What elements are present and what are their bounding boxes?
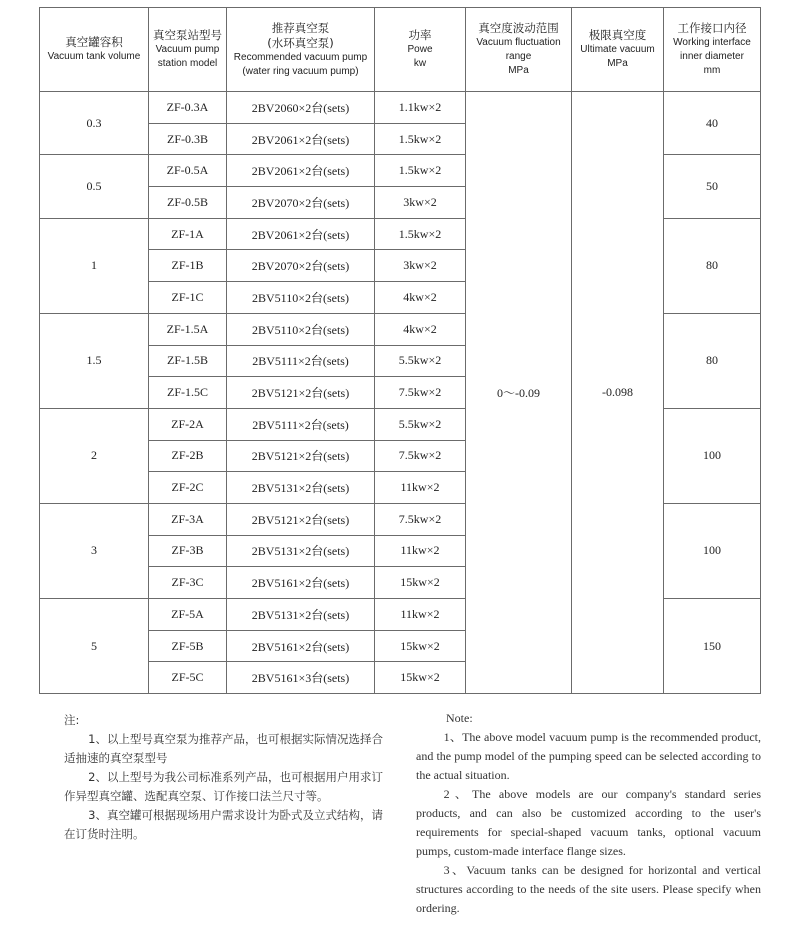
- volume-cell: 3: [40, 503, 149, 598]
- model-cell: ZF-3A: [149, 503, 227, 535]
- pump-cell: 2BV2070×2台(sets): [227, 250, 375, 282]
- vacuum-station-spec-table: [39, 7, 761, 694]
- power-cell: 7.5kw×2: [375, 440, 466, 472]
- power-cell: 1.5kw×2: [375, 155, 466, 187]
- pump-cell: 2BV5111×2台(sets): [227, 408, 375, 440]
- model-cell: ZF-0.3B: [149, 123, 227, 155]
- header-interface: 工作接口内径 Working interface inner diameter mm: [664, 8, 761, 92]
- header-volume: 真空罐容积 Vacuum tank volume: [40, 8, 149, 92]
- header-power: 功率 Powe kw: [375, 8, 466, 92]
- power-cell: 7.5kw×2: [375, 377, 466, 409]
- model-cell: ZF-3C: [149, 567, 227, 599]
- model-cell: ZF-2B: [149, 440, 227, 472]
- model-cell: ZF-1.5B: [149, 345, 227, 377]
- note-item: 2、The above models are our company's standard series products, and can also be customized according to the user's requirements for special-shaped vacuum tanks, optional vacuum pumps, custom-made interface flange sizes.: [416, 787, 761, 858]
- pump-cell: 2BV5161×2台(sets): [227, 630, 375, 662]
- ultimate-vacuum-cell: -0.098: [572, 92, 664, 694]
- model-cell: ZF-0.3A: [149, 92, 227, 124]
- power-cell: 5.5kw×2: [375, 345, 466, 377]
- pump-cell: 2BV5110×2台(sets): [227, 282, 375, 314]
- model-cell: ZF-5C: [149, 662, 227, 694]
- model-cell: ZF-5A: [149, 599, 227, 631]
- model-cell: ZF-0.5B: [149, 187, 227, 219]
- notes-english-title: Note:: [446, 711, 473, 725]
- pump-cell: 2BV5110×2台(sets): [227, 313, 375, 345]
- power-cell: 11kw×2: [375, 472, 466, 504]
- pump-cell: 2BV5111×2台(sets): [227, 345, 375, 377]
- power-cell: 7.5kw×2: [375, 503, 466, 535]
- pump-cell: 2BV5121×2台(sets): [227, 377, 375, 409]
- interface-cell: 100: [664, 408, 761, 503]
- interface-cell: 150: [664, 599, 761, 694]
- pump-cell: 2BV2070×2台(sets): [227, 187, 375, 219]
- notes-chinese-title: 注:: [64, 713, 80, 727]
- header-model: 真空泵站型号 Vacuum pump station model: [149, 8, 227, 92]
- power-cell: 3kw×2: [375, 250, 466, 282]
- model-cell: ZF-2C: [149, 472, 227, 504]
- note-item: 3、Vacuum tanks can be designed for horizontal and vertical structures according to the needs of the site users. Please specify when ordering.: [416, 863, 761, 915]
- header-pump: 推荐真空泵 (水环真空泵) Recommended vacuum pump (water ring vacuum pump): [227, 8, 375, 92]
- notes-chinese: [64, 711, 386, 844]
- note-item: 2、以上型号为我公司标准系列产品，也可根据用户用求订作异型真空罐、选配真空泵、订作接口法兰尺寸等。: [64, 770, 383, 803]
- fluctuation-range-cell: 0～-0.09: [466, 92, 572, 694]
- interface-cell: 100: [664, 503, 761, 598]
- model-cell: ZF-2A: [149, 408, 227, 440]
- pump-cell: 2BV5131×2台(sets): [227, 599, 375, 631]
- volume-cell: 1.5: [40, 313, 149, 408]
- model-cell: ZF-1A: [149, 218, 227, 250]
- notes-english: [416, 709, 761, 918]
- pump-cell: 2BV5161×3台(sets): [227, 662, 375, 694]
- pump-cell: 2BV5131×2台(sets): [227, 535, 375, 567]
- model-cell: ZF-1C: [149, 282, 227, 314]
- interface-cell: 80: [664, 218, 761, 313]
- power-cell: 5.5kw×2: [375, 408, 466, 440]
- power-cell: 11kw×2: [375, 535, 466, 567]
- pump-cell: 2BV2061×2台(sets): [227, 123, 375, 155]
- model-cell: ZF-1B: [149, 250, 227, 282]
- note-item: 1、以上型号真空泵为推荐产品，也可根据实际情况选择合适抽速的真空泵型号: [64, 732, 383, 765]
- power-cell: 1.1kw×2: [375, 92, 466, 124]
- pump-cell: 2BV5121×2台(sets): [227, 440, 375, 472]
- power-cell: 11kw×2: [375, 599, 466, 631]
- header-fluctuation: 真空度波动范围 Vacuum fluctuation range MPa: [466, 8, 572, 92]
- interface-cell: 80: [664, 313, 761, 408]
- power-cell: 1.5kw×2: [375, 218, 466, 250]
- power-cell: 15kw×2: [375, 567, 466, 599]
- power-cell: 4kw×2: [375, 313, 466, 345]
- note-item: 3、真空罐可根据现场用户需求设计为卧式及立式结构，请在订货时注明。: [64, 808, 383, 841]
- power-cell: 3kw×2: [375, 187, 466, 219]
- model-cell: ZF-1.5C: [149, 377, 227, 409]
- volume-cell: 2: [40, 408, 149, 503]
- pump-cell: 2BV5161×2台(sets): [227, 567, 375, 599]
- pump-cell: 2BV5131×2台(sets): [227, 472, 375, 504]
- volume-cell: 0.5: [40, 155, 149, 218]
- model-cell: ZF-5B: [149, 630, 227, 662]
- power-cell: 4kw×2: [375, 282, 466, 314]
- interface-cell: 50: [664, 155, 761, 218]
- table-row: [40, 92, 761, 124]
- header-ultimate: 极限真空度 Ultimate vacuum MPa: [572, 8, 664, 92]
- power-cell: 1.5kw×2: [375, 123, 466, 155]
- power-cell: 15kw×2: [375, 662, 466, 694]
- pump-cell: 2BV2060×2台(sets): [227, 92, 375, 124]
- pump-cell: 2BV5121×2台(sets): [227, 503, 375, 535]
- model-cell: ZF-0.5A: [149, 155, 227, 187]
- table-header-row: [40, 8, 761, 92]
- model-cell: ZF-1.5A: [149, 313, 227, 345]
- pump-cell: 2BV2061×2台(sets): [227, 155, 375, 187]
- model-cell: ZF-3B: [149, 535, 227, 567]
- volume-cell: 5: [40, 599, 149, 694]
- volume-cell: 1: [40, 218, 149, 313]
- volume-cell: 0.3: [40, 92, 149, 155]
- power-cell: 15kw×2: [375, 630, 466, 662]
- note-item: 1、The above model vacuum pump is the recommended product, and the pump model of the pumping speed can be selected according to the actual situation.: [416, 730, 761, 782]
- pump-cell: 2BV2061×2台(sets): [227, 218, 375, 250]
- interface-cell: 40: [664, 92, 761, 155]
